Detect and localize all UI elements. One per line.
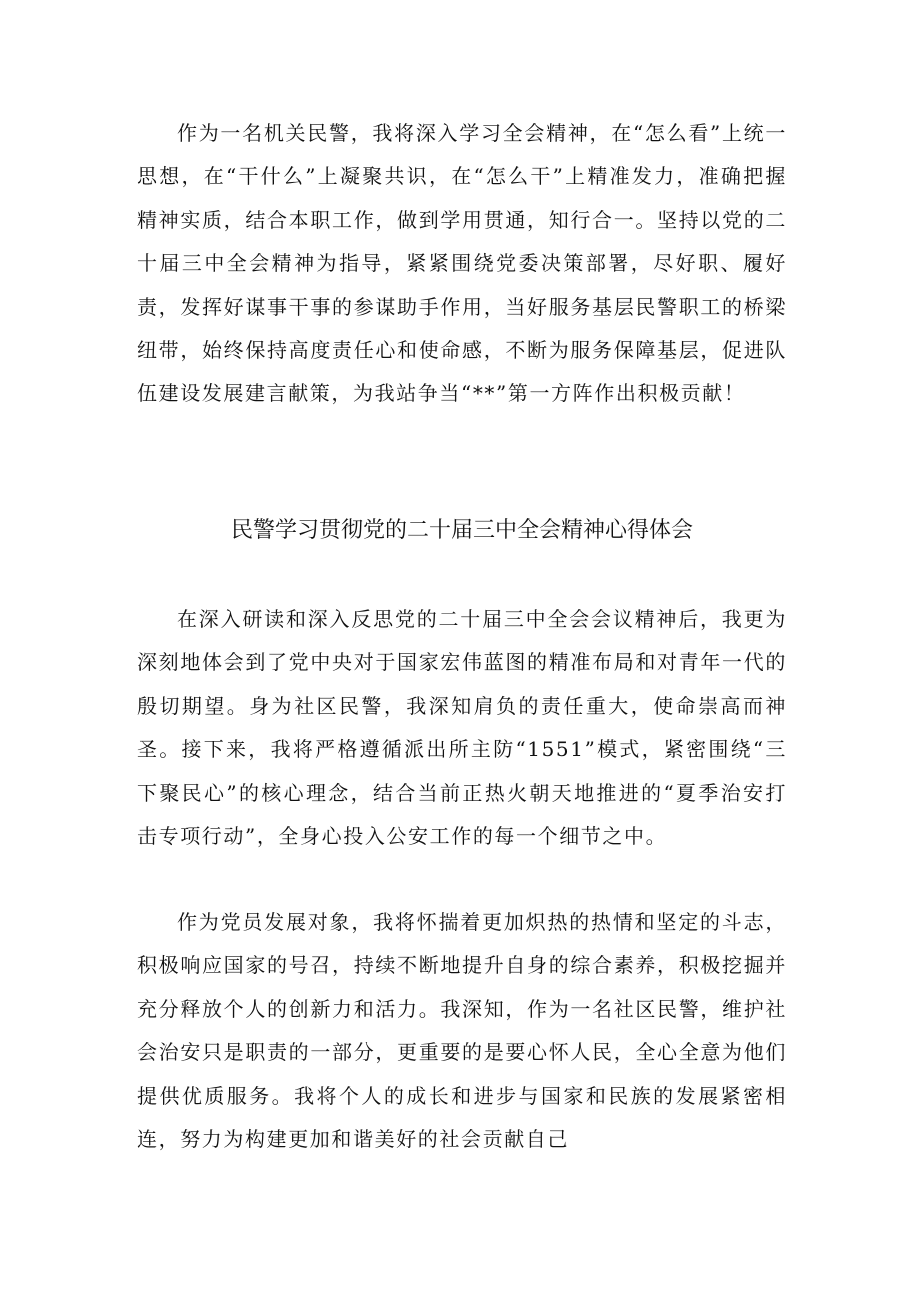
body-paragraph-3: 作为党员发展对象，我将怀揣着更加炽热的热情和坚定的斗志，积极响应国家的号召，持续不断地提升自身的综合素养，积极挖掘并充分释放个人的创新力和活力。我深知，作为一名社区民警，维护社会治安只是职责的一部分，更重要的是要心怀人民，全心全意为他们提供优质服务。我将个人的成长和进步与国家和民族的发展紧密相连，努力为构建更加和谐美好的社会贡献自己 <box>137 910 787 1152</box>
section-title: 民警学习贯彻党的二十届三中全会精神心得体会 <box>230 518 693 543</box>
body-paragraph-1: 作为一名机关民警，我将深入学习全会精神，在“怎么看”上统一思想，在“干什么”上凝聚共识，在“怎么干”上精准发力，准确把握精神实质，结合本职工作，做到学用贯通，知行合一。坚持以党的二十届三中全会精神为指导，紧紧围绕党委决策部署，尽好职、履好责，发挥好谋事干事的参谋助手作用，当好服务基层民警职工的桥梁纽带，始终保持高度责任心和使命感，不断为服务保障基层，促进队伍建设发展建言献策，为我站争当“**”第一方阵作出积极贡献！ <box>137 121 787 406</box>
body-paragraph-2: 在深入研读和深入反思党的二十届三中全会会议精神后，我更为深刻地体会到了党中央对于国家宏伟蓝图的精准布局和对青年一代的殷切期望。身为社区民警，我深知肩负的责任重大，使命崇高而神圣。接下来，我将严格遵循派出所主防“1551”模式，紧密围绕“三下聚民心”的核心理念，结合当前正热火朝天地推进的“夏季治安打击专项行动”，全身心投入公安工作的每一个细节之中。 <box>137 607 787 849</box>
